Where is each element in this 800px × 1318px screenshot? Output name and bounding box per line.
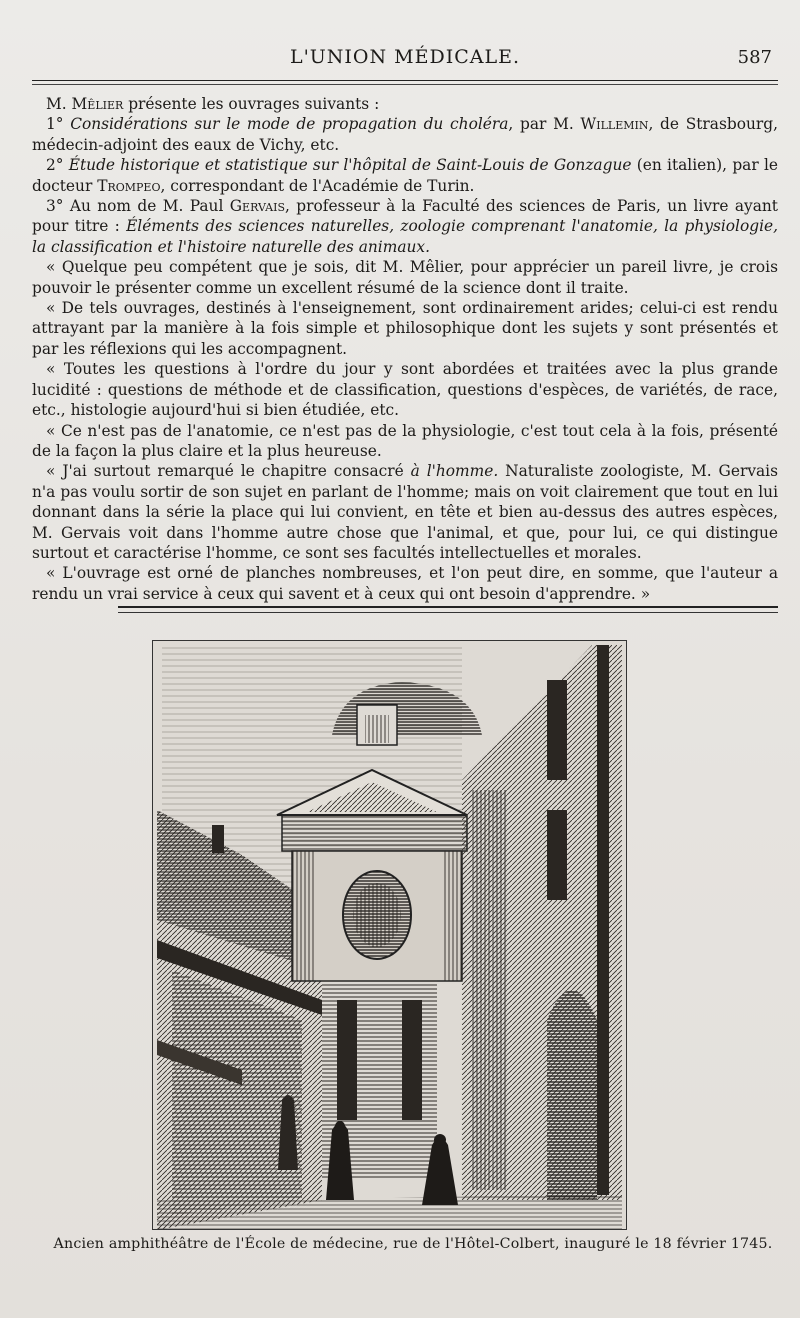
engraving-illustration [152,640,627,1230]
header-rule-thin [32,84,778,85]
chapter-title: à l'homme. [410,462,499,481]
author-name: Willemin [580,115,649,134]
page-number: 587 [737,47,772,68]
text-span: 3° Au nom de M. Paul [46,197,230,216]
text-span: , professeur à la Faculté des sciences de Paris, un livre ayant pour titre : [32,197,778,236]
book-title: Étude historique et statistique sur l'hôpital de Saint-Louis de Gonzague [68,156,632,175]
item-number: 1° [46,115,71,134]
article-body [32,94,778,604]
book-title: Éléments des sciences naturelles, zoologie comprenant l'anatomie, la physiologie, la classification et l'histoire naturelle des animaux. [32,217,778,256]
section-rule [118,606,778,608]
author-name: Gervais [229,197,286,216]
speaker-name: M. Mêlier [46,95,124,113]
paragraph: « Ce n'est pas de l'anatomie, ce n'est pas de la physiologie, c'est tout cela à la fois, présenté de la façon la plus claire et la plus heureuse. [32,421,778,460]
text-span: (en italien), par le docteur [32,156,778,195]
paragraph-item-1 [32,114,778,155]
text-span: Naturaliste zoologiste, M. Gervais n'a pas voulu sortir de son sujet en parlant de l'homme; mais on voit clairement que tout en lui donnant dans la série la place qui lui convient, en tête et bien au-dessus des autres espèces, M. Gervais voit dans l'homme autre chose que l'animal, et que, pour lui, ce qui distingue surtout et caractérise l'homme, ce sont ses facultés intellectuelles et morales. [32,462,779,562]
paragraph-intro [32,94,778,114]
paragraph-item-2 [32,155,778,196]
intro-text: présente les ouvrages suivants : [123,95,380,113]
paragraph: « Toutes les questions à l'ordre du jour y sont abordées et traitées avec la plus grande lucidité : questions de méthode et de classification, questions d'espèces, de variétés, de race, etc., histologie aujourd'hui si bien étudiée, etc. [32,360,778,420]
running-header [32,44,778,72]
text-span: « J'ai surtout remarqué le chapitre consacré [46,462,411,481]
text-span: , par M. [508,115,581,134]
paragraph [32,461,778,563]
text-span: , correspondant de l'Académie de Turin. [160,176,475,195]
item-number: 2° [46,156,69,175]
paragraph: « De tels ouvrages, destinés à l'enseignement, sont ordinairement arides; celui-ci est rendu attrayant par la manière à la fois simple et philosophique dont les sujets y sont présentés et par les réflexions qui les accompagnent. [32,299,778,358]
text-span: , de Strasbourg, médecin-adjoint des eaux de Vichy, etc. [32,115,778,154]
paragraph: « L'ouvrage est orné de planches nombreuses, et l'on peut dire, en somme, que l'auteur a rendu un vrai service à ceux qui savent et à ceux qui ont besoin d'apprendre. » [32,564,778,603]
author-name: Trompeo [97,176,161,195]
header-rule [32,80,778,81]
paragraph-item-3 [32,196,778,257]
figure-caption: Ancien amphithéâtre de l'École de médecine, rue de l'Hôtel-Colbert, inauguré le 18 février 1745. [53,1236,773,1252]
paragraph: « Quelque peu compétent que je sois, dit M. Mêlier, pour apprécier un pareil livre, je crois pouvoir le présenter comme un excellent résumé de la science dont il traite. [32,258,778,297]
book-title: Considérations sur le mode de propagation du choléra [70,115,509,134]
section-rule-thin [118,612,778,613]
journal-title: L'UNION MÉDICALE. [289,46,521,68]
